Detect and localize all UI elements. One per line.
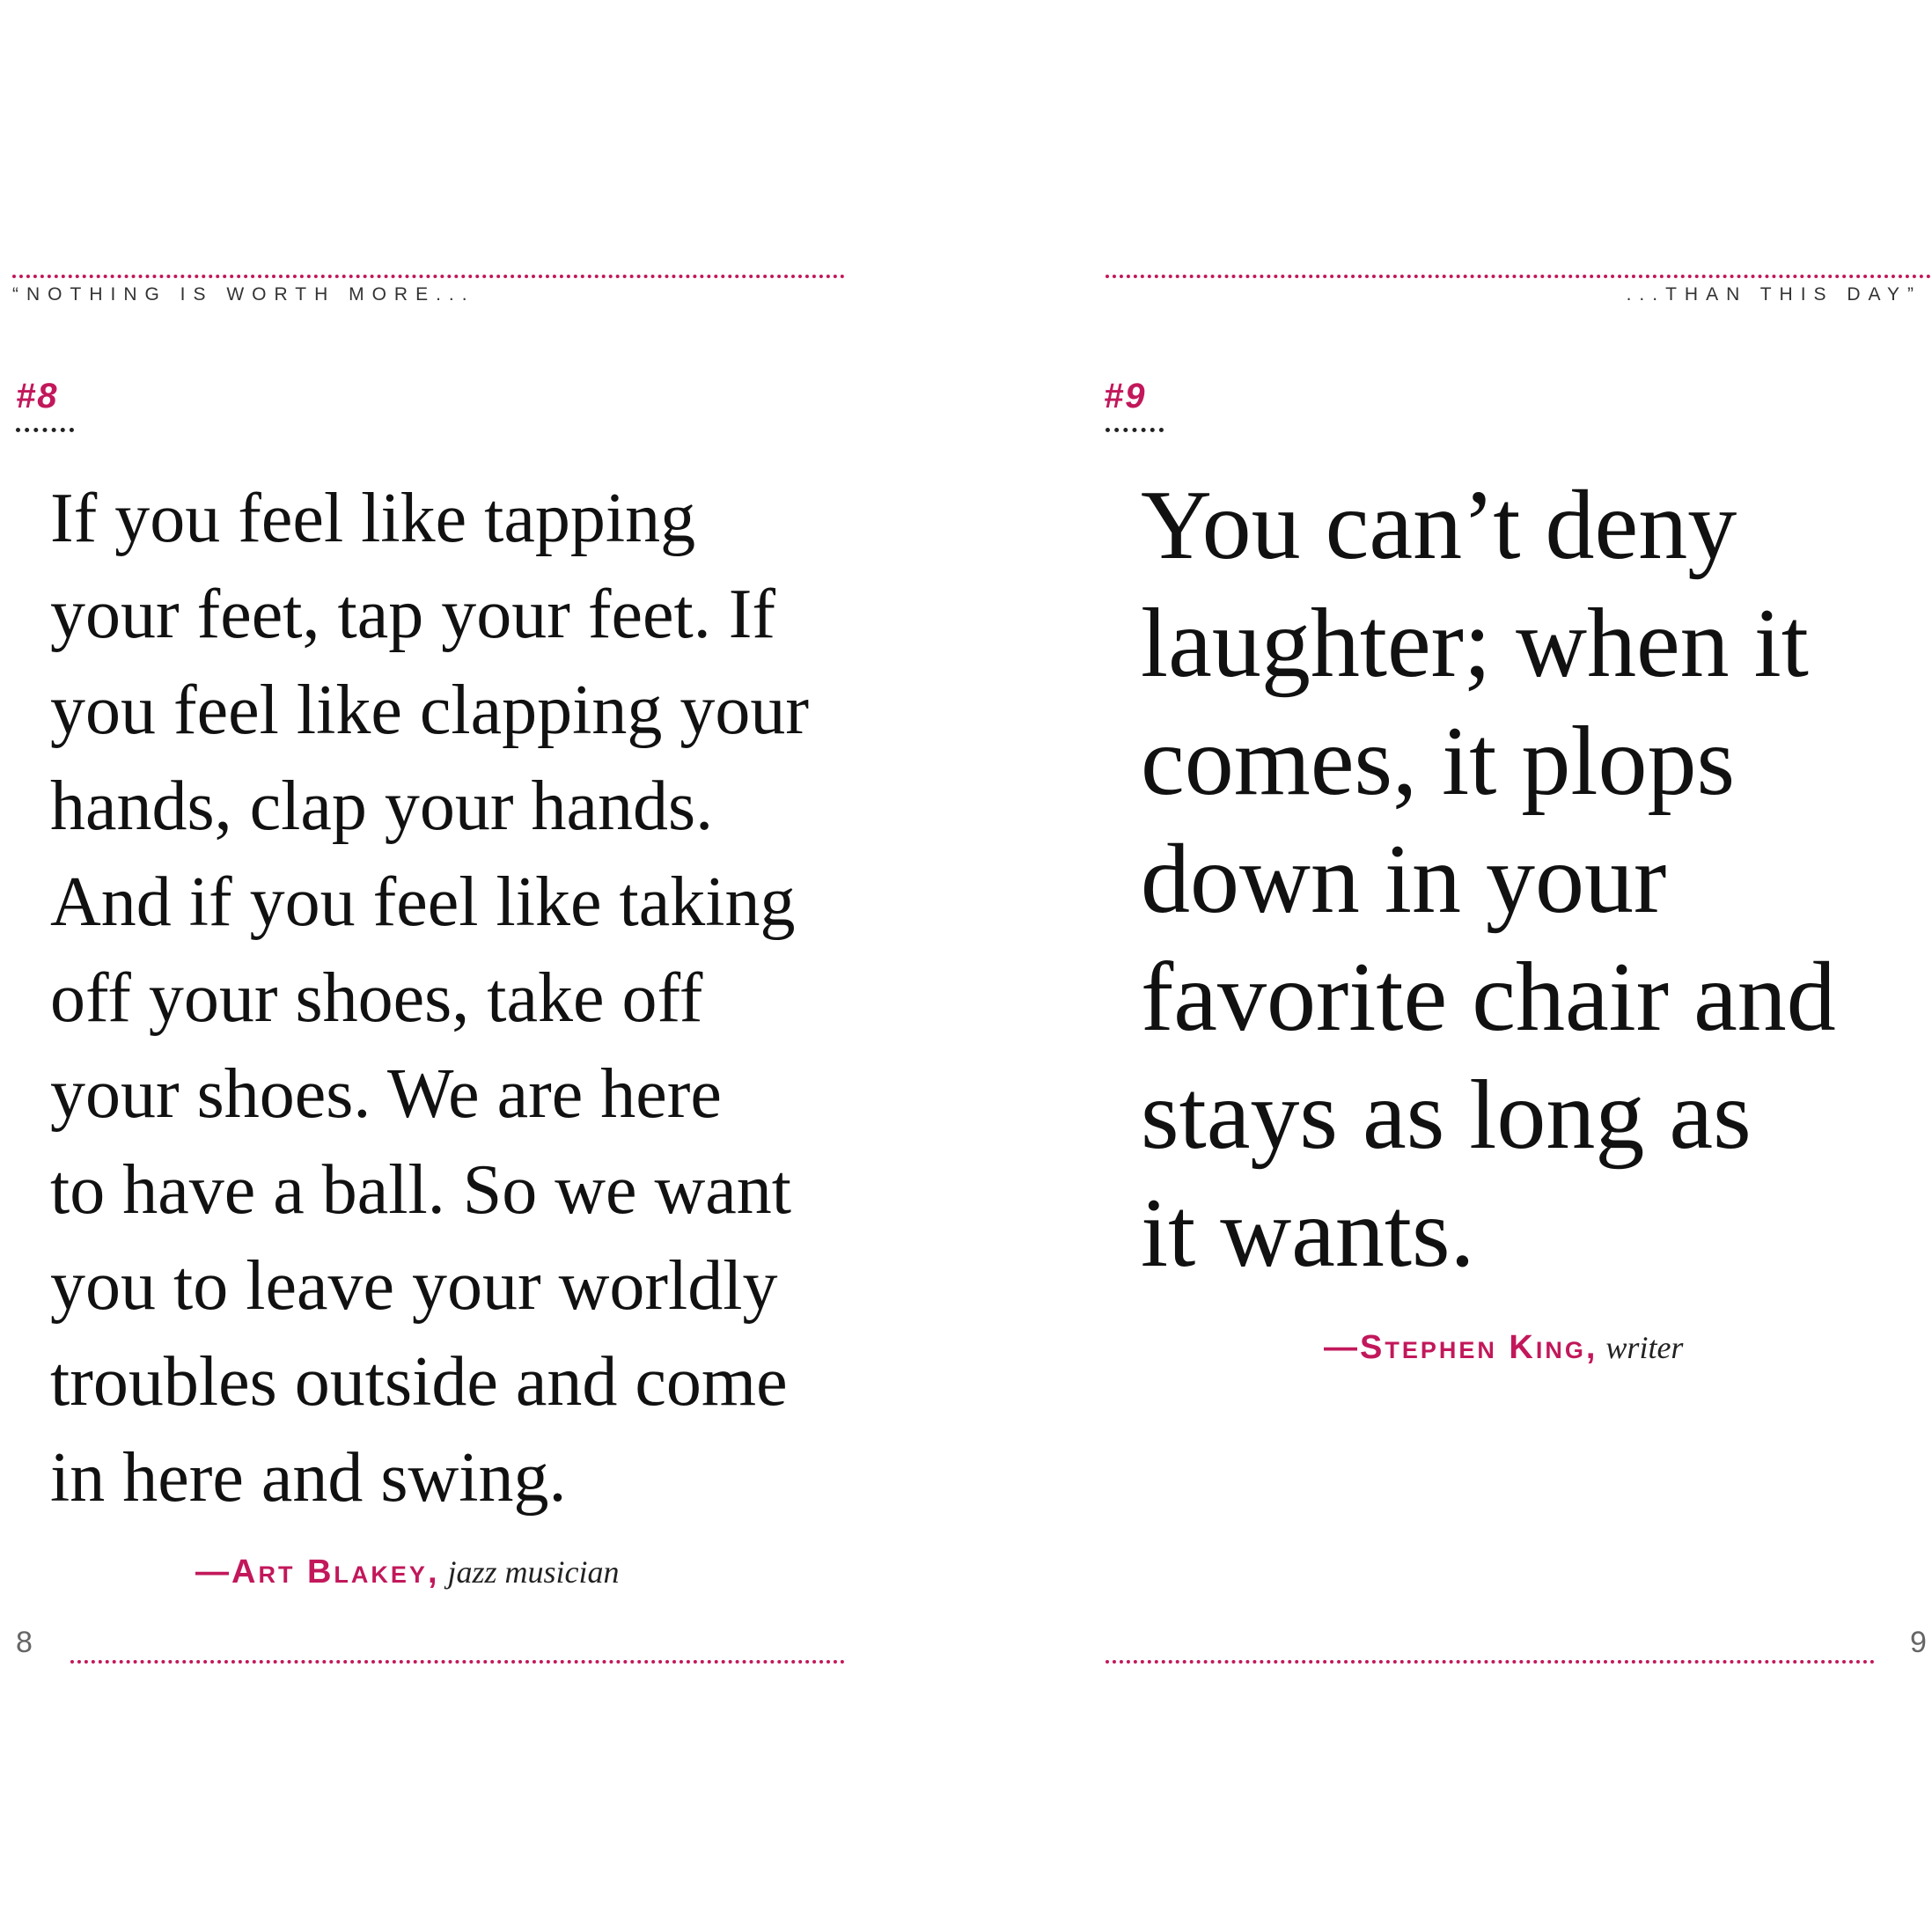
right-page: [1091, 0, 1932, 1932]
page-number-right: 9: [1910, 1626, 1927, 1659]
quote-number-underline-right: [1106, 428, 1164, 432]
quote-number-9: #9: [1104, 377, 1147, 415]
quote-number-underline-left: [16, 428, 74, 432]
top-rule-right: [1106, 275, 1931, 278]
attribution-left: [195, 1554, 620, 1591]
quote-text-left: If you feel like tapping your feet, tap your feet. If you feel like clapping your hands, clap your hands. And if you feel like taking off your shoes, take off your shoes. We are here to have a ball. So we want you to leave your worldly troubles outside and come in here and swing.: [50, 480, 809, 1517]
bottom-rule-right: [1106, 1660, 1875, 1664]
bottom-rule-left: [70, 1660, 845, 1664]
attribution-name-right: —Stephen King,: [1324, 1329, 1598, 1366]
running-head-right: ...THAN THIS DAY”: [1626, 284, 1921, 305]
page-number-left: 8: [16, 1626, 33, 1659]
attribution-right: [1324, 1329, 1683, 1367]
attribution-name-left: —Art Blakey,: [195, 1554, 440, 1590]
attribution-role-right: writer: [1605, 1330, 1684, 1365]
attribution-role-left: jazz musician: [447, 1554, 620, 1590]
quote-number-8: #8: [16, 377, 59, 415]
top-rule-left: [12, 275, 845, 278]
running-head-left: “NOTHING IS WORTH MORE...: [12, 284, 475, 305]
quote-text-right: You can’t deny laughter; when it comes, it plops down in your favorite chair and stays as long as it wants.: [1141, 471, 1836, 1288]
left-page: [0, 0, 880, 1932]
